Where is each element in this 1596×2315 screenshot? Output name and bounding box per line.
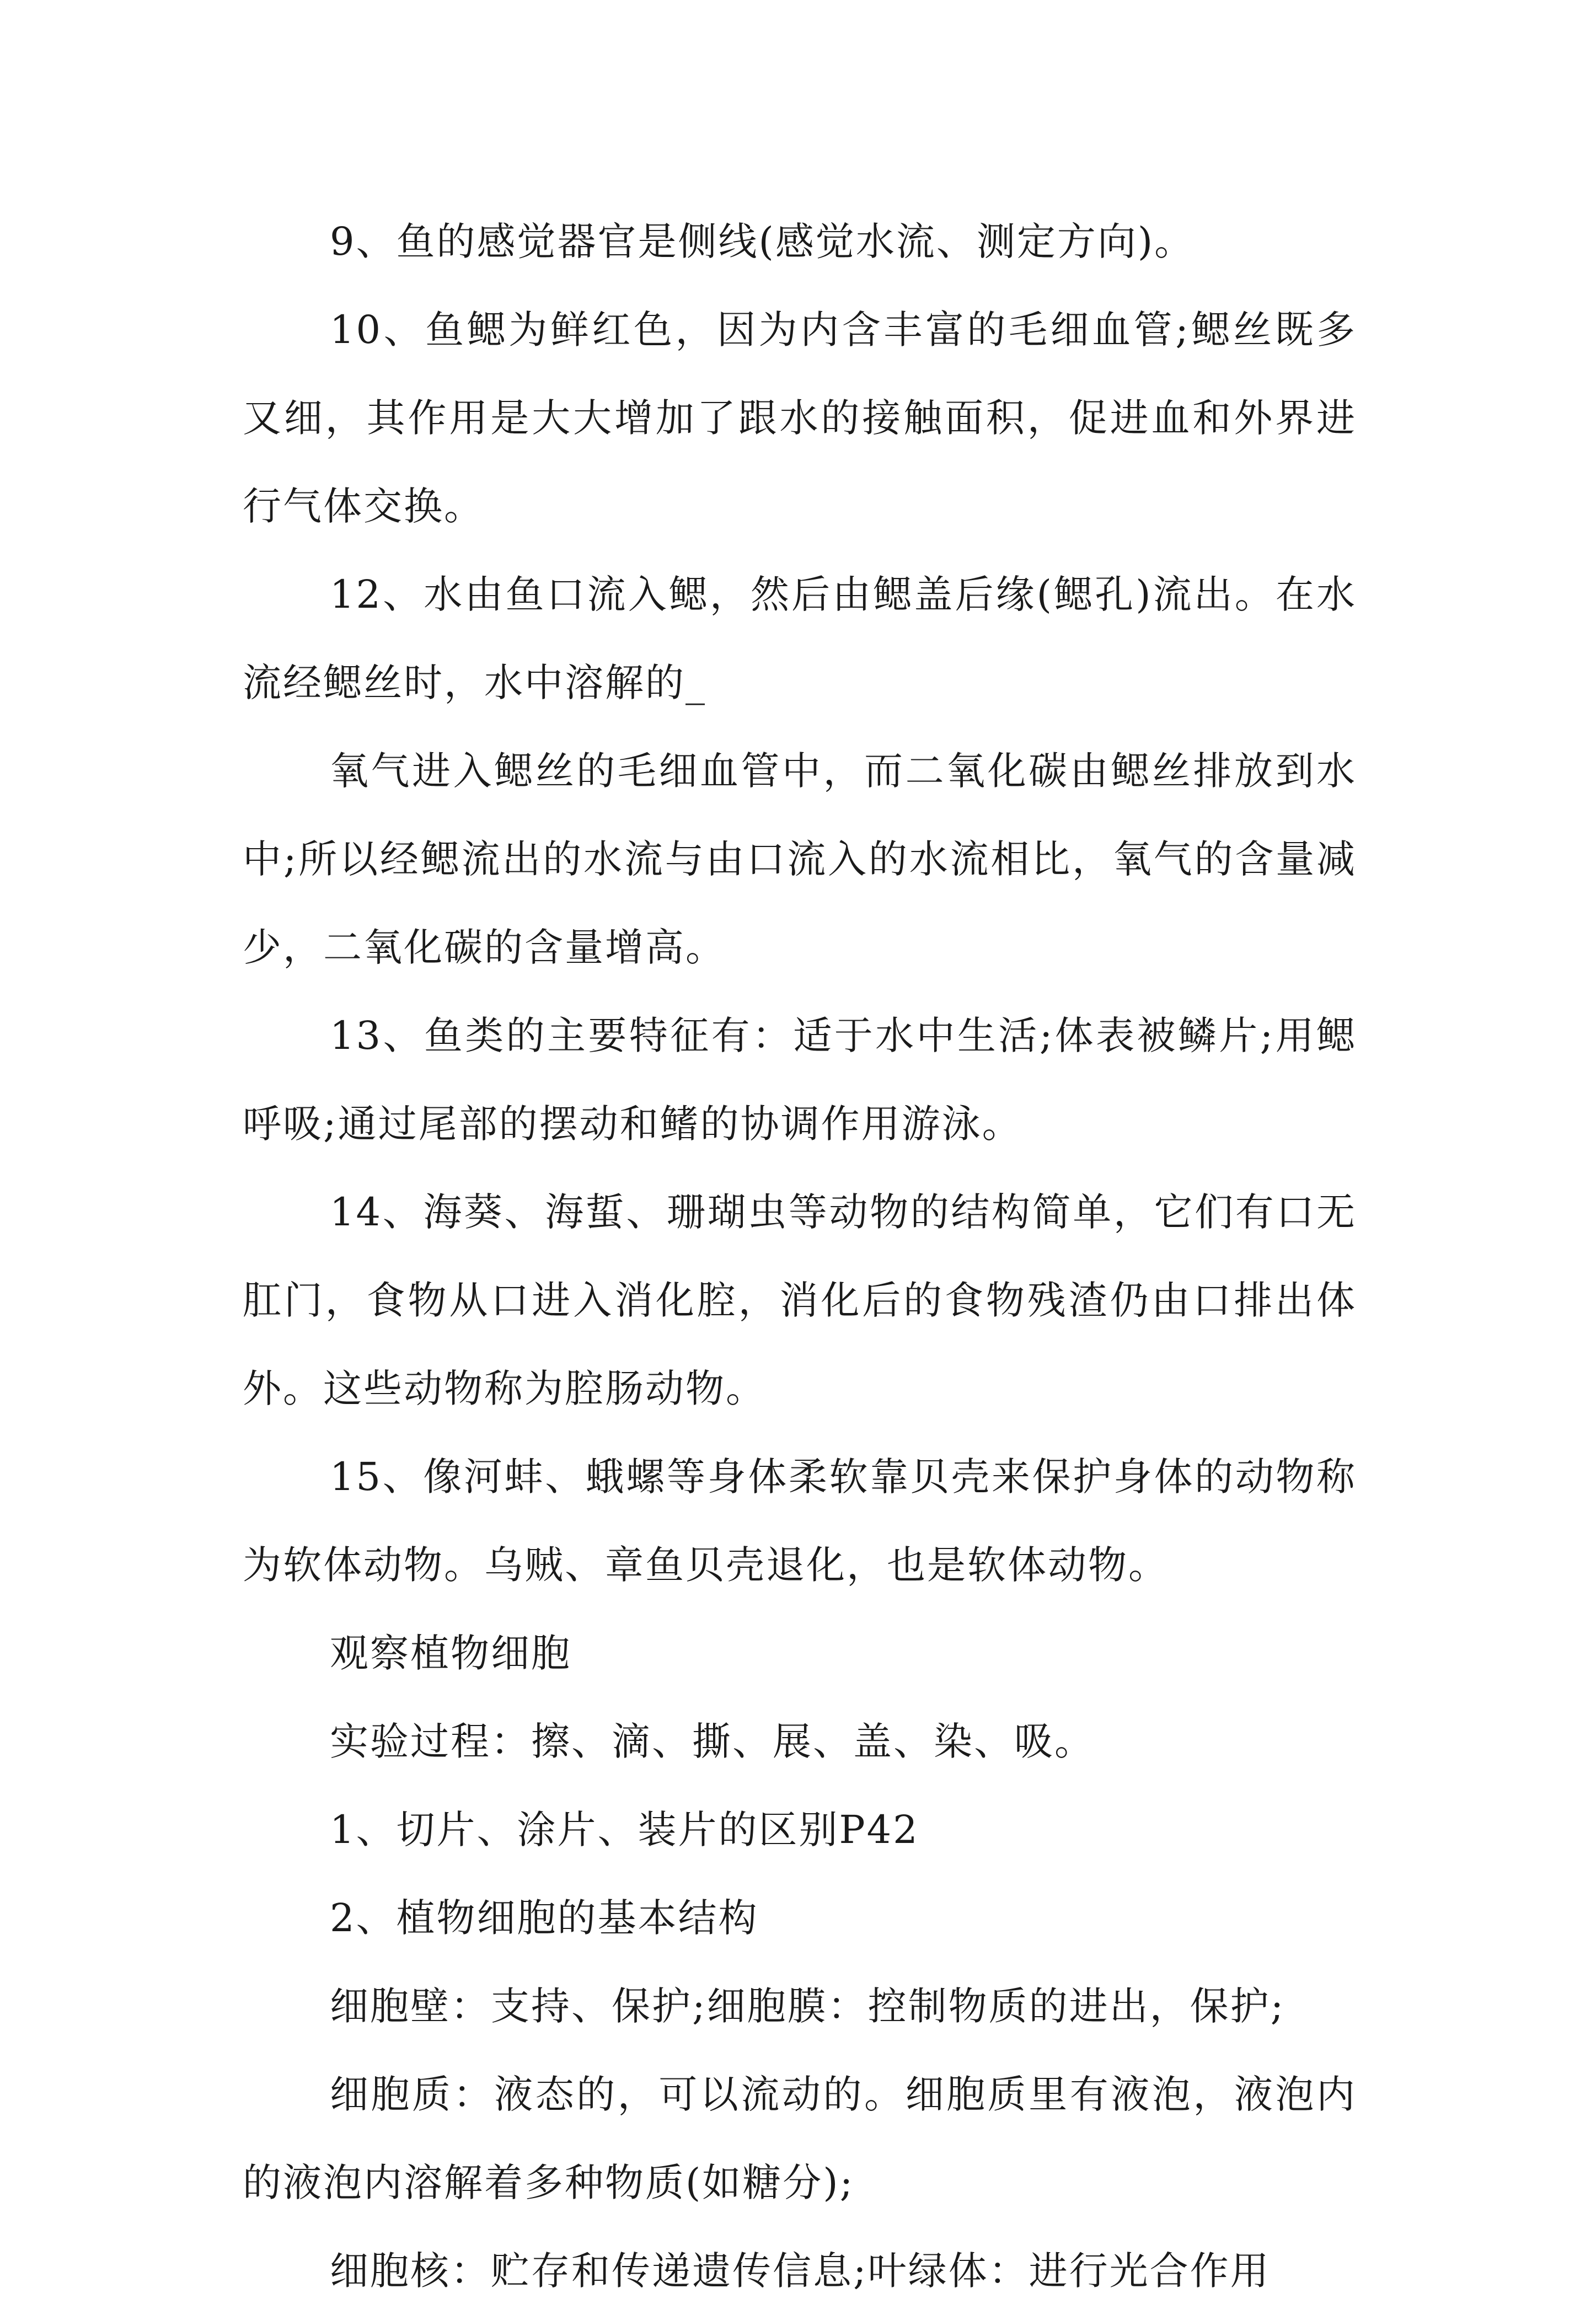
paragraph-cytoplasm: 细胞质：液态的，可以流动的。细胞质里有液泡，液泡内的液泡内溶解着多种物质(如糖分); bbox=[243, 2072, 1357, 2205]
document-body bbox=[243, 197, 1357, 2315]
paragraph-cell-structure-heading: 2、植物细胞的基本结构 bbox=[330, 1895, 759, 1941]
section-heading-plant-cells: 观察植物细胞 bbox=[330, 1631, 571, 1676]
paragraph-fish-lateral-line: 9、鱼的感觉器官是侧线(感觉水流、测定方向)。 bbox=[330, 219, 1195, 264]
paragraph-fish-gills-color: 10、鱼鳃为鲜红色，因为内含丰富的毛细血管;鳃丝既多又细，其作用是大大增加了跟水的接触面积，促进血和外界进行气体交换。 bbox=[243, 307, 1357, 529]
paragraph-experiment-steps: 实验过程：擦、滴、撕、展、盖、染、吸。 bbox=[330, 1719, 1095, 1764]
paragraph-mollusks: 15、像河蚌、蛾螺等身体柔软靠贝壳来保护身体的动物称为软体动物。乌贼、章鱼贝壳退化，也是软体动物。 bbox=[243, 1454, 1357, 1588]
paragraph-cell-wall-membrane: 细胞壁：支持、保护;细胞膜：控制物质的进出，保护; bbox=[330, 1984, 1286, 2029]
paragraph-water-flow-gills: 12、水由鱼口流入鳃，然后由鳃盖后缘(鳃孔)流出。在水流经鳃丝时，水中溶解的_ bbox=[243, 572, 1357, 705]
paragraph-coelenterates: 14、海葵、海蜇、珊瑚虫等动物的结构简单，它们有口无肛门，食物从口进入消化腔，消化后的食物残渣仍由口排出体外。这些动物称为腔肠动物。 bbox=[243, 1189, 1357, 1411]
paragraph-nucleus-chloroplast: 细胞核：贮存和传递遗传信息;叶绿体：进行光合作用 bbox=[330, 2248, 1271, 2293]
paragraph-gas-exchange: 氧气进入鳃丝的毛细血管中，而二氧化碳由鳃丝排放到水中;所以经鳃流出的水流与由口流入的水流相比，氧气的含量减少，二氧化碳的含量增高。 bbox=[243, 748, 1357, 970]
paragraph-fish-features: 13、鱼类的主要特征有：适于水中生活;体表被鳞片;用鳃呼吸;通过尾部的摆动和鳍的协调作用游泳。 bbox=[243, 1013, 1357, 1146]
paragraph-slide-types: 1、切片、涂片、装片的区别P42 bbox=[330, 1807, 919, 1852]
